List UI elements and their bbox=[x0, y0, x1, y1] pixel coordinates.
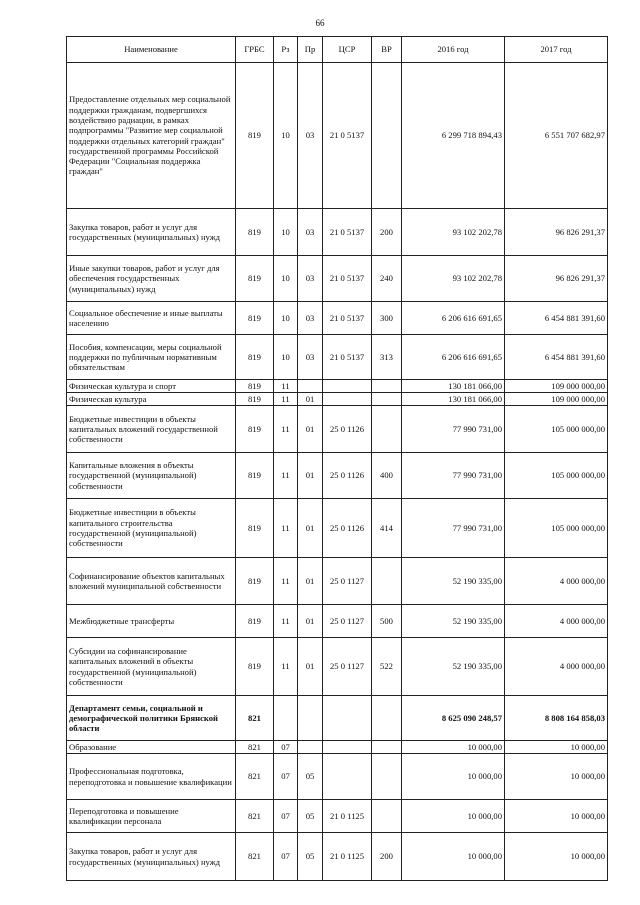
row-rz: 07 bbox=[274, 800, 298, 833]
row-grbs: 819 bbox=[236, 335, 274, 380]
row-rz: 10 bbox=[274, 302, 298, 335]
row-name: Субсидии на софинансирование капитальных вложений в объекты государственной (муниципальной) собственности bbox=[67, 638, 236, 696]
row-csr: 21 0 5137 bbox=[323, 256, 372, 302]
row-2016: 6 206 616 691,65 bbox=[402, 302, 505, 335]
row-2017: 6 551 707 682,97 bbox=[505, 63, 608, 209]
row-2017: 105 000 000,00 bbox=[505, 453, 608, 499]
row-rz: 11 bbox=[274, 380, 298, 393]
row-2016: 77 990 731,00 bbox=[402, 453, 505, 499]
row-name: Профессиональная подготовка, переподготовка и повышение квалификации bbox=[67, 754, 236, 800]
row-pr: 05 bbox=[298, 754, 323, 800]
row-csr bbox=[323, 741, 372, 754]
row-grbs: 821 bbox=[236, 833, 274, 881]
row-pr: 01 bbox=[298, 638, 323, 696]
row-name: Переподготовка и повышение квалификации персонала bbox=[67, 800, 236, 833]
row-csr bbox=[323, 696, 372, 741]
table-row bbox=[67, 63, 608, 209]
row-csr: 25 0 1126 bbox=[323, 453, 372, 499]
table-row bbox=[67, 453, 608, 499]
row-name: Физическая культура bbox=[67, 393, 236, 406]
row-2017: 109 000 000,00 bbox=[505, 393, 608, 406]
row-grbs: 819 bbox=[236, 558, 274, 605]
row-pr bbox=[298, 696, 323, 741]
row-name: Бюджетные инвестиции в объекты капитального строительства государственной (муниципальной) собственности bbox=[67, 499, 236, 558]
table-row bbox=[67, 256, 608, 302]
row-grbs: 821 bbox=[236, 741, 274, 754]
row-csr: 25 0 1127 bbox=[323, 638, 372, 696]
row-rz: 07 bbox=[274, 833, 298, 881]
row-rz: 07 bbox=[274, 754, 298, 800]
table-row bbox=[67, 499, 608, 558]
row-rz: 11 bbox=[274, 453, 298, 499]
row-rz: 11 bbox=[274, 499, 298, 558]
table-row bbox=[67, 754, 608, 800]
row-2017: 4 000 000,00 bbox=[505, 558, 608, 605]
row-2016: 10 000,00 bbox=[402, 800, 505, 833]
row-2017: 96 826 291,37 bbox=[505, 256, 608, 302]
table-row bbox=[67, 696, 608, 741]
row-rz: 10 bbox=[274, 209, 298, 256]
row-csr bbox=[323, 393, 372, 406]
row-vr: 200 bbox=[372, 209, 402, 256]
row-2017: 6 454 881 391,60 bbox=[505, 335, 608, 380]
row-grbs: 819 bbox=[236, 256, 274, 302]
row-2017: 6 454 881 391,60 bbox=[505, 302, 608, 335]
table-row bbox=[67, 638, 608, 696]
row-2016: 6 299 718 894,43 bbox=[402, 63, 505, 209]
row-name: Предоставление отдельных мер социальной поддержки гражданам, подвергшихся воздействию радиации, в рамках подпрограммы "Развитие мер социальной поддержки отдельных категорий граждан" государственной программы Российской Федерации "Социальная поддержка граждан" bbox=[67, 63, 236, 209]
header-name: Наименование bbox=[67, 37, 236, 63]
header-pr: Пр bbox=[298, 37, 323, 63]
row-pr bbox=[298, 741, 323, 754]
row-2017: 10 000,00 bbox=[505, 800, 608, 833]
row-vr bbox=[372, 406, 402, 453]
row-grbs: 821 bbox=[236, 754, 274, 800]
row-csr: 25 0 1127 bbox=[323, 605, 372, 638]
row-2017: 105 000 000,00 bbox=[505, 499, 608, 558]
row-2017: 96 826 291,37 bbox=[505, 209, 608, 256]
table-row bbox=[67, 605, 608, 638]
row-2016: 52 190 335,00 bbox=[402, 605, 505, 638]
row-csr: 21 0 1125 bbox=[323, 833, 372, 881]
header-2017: 2017 год bbox=[505, 37, 608, 63]
row-csr: 25 0 1126 bbox=[323, 406, 372, 453]
row-name: Закупка товаров, работ и услуг для государственных (муниципальных) нужд bbox=[67, 833, 236, 881]
row-csr: 21 0 1125 bbox=[323, 800, 372, 833]
row-vr bbox=[372, 393, 402, 406]
row-name: Капитальные вложения в объекты государственной (муниципальной) собственности bbox=[67, 453, 236, 499]
row-grbs: 821 bbox=[236, 696, 274, 741]
table-row bbox=[67, 335, 608, 380]
header-vr: ВР bbox=[372, 37, 402, 63]
row-pr: 05 bbox=[298, 800, 323, 833]
row-grbs: 819 bbox=[236, 453, 274, 499]
row-vr: 414 bbox=[372, 499, 402, 558]
row-2016: 10 000,00 bbox=[402, 833, 505, 881]
row-vr bbox=[372, 741, 402, 754]
row-grbs: 819 bbox=[236, 302, 274, 335]
row-name: Межбюджетные трансферты bbox=[67, 605, 236, 638]
row-grbs: 819 bbox=[236, 63, 274, 209]
row-vr bbox=[372, 380, 402, 393]
row-2016: 52 190 335,00 bbox=[402, 638, 505, 696]
page-number: 66 bbox=[315, 18, 325, 28]
row-grbs: 819 bbox=[236, 209, 274, 256]
row-vr: 313 bbox=[372, 335, 402, 380]
row-name: Пособия, компенсации, меры социальной поддержки по публичным нормативным обязательствам bbox=[67, 335, 236, 380]
row-pr: 05 bbox=[298, 833, 323, 881]
row-rz bbox=[274, 696, 298, 741]
row-pr: 01 bbox=[298, 406, 323, 453]
table-header-row bbox=[67, 37, 608, 63]
row-2017: 105 000 000,00 bbox=[505, 406, 608, 453]
row-csr bbox=[323, 380, 372, 393]
row-2017: 4 000 000,00 bbox=[505, 605, 608, 638]
row-2016: 77 990 731,00 bbox=[402, 499, 505, 558]
row-vr bbox=[372, 63, 402, 209]
row-vr bbox=[372, 558, 402, 605]
table-row bbox=[67, 406, 608, 453]
row-csr: 21 0 5137 bbox=[323, 209, 372, 256]
table-row bbox=[67, 380, 608, 393]
row-2016: 93 102 202,78 bbox=[402, 256, 505, 302]
table-row bbox=[67, 302, 608, 335]
row-2017: 10 000,00 bbox=[505, 741, 608, 754]
row-csr: 25 0 1126 bbox=[323, 499, 372, 558]
row-csr bbox=[323, 754, 372, 800]
row-grbs: 819 bbox=[236, 380, 274, 393]
row-vr: 400 bbox=[372, 453, 402, 499]
row-grbs: 821 bbox=[236, 800, 274, 833]
row-vr bbox=[372, 696, 402, 741]
row-2016: 8 625 090 248,57 bbox=[402, 696, 505, 741]
row-vr: 200 bbox=[372, 833, 402, 881]
row-name: Физическая культура и спорт bbox=[67, 380, 236, 393]
row-2016: 10 000,00 bbox=[402, 741, 505, 754]
row-rz: 11 bbox=[274, 605, 298, 638]
row-rz: 10 bbox=[274, 335, 298, 380]
row-2016: 77 990 731,00 bbox=[402, 406, 505, 453]
row-pr: 01 bbox=[298, 499, 323, 558]
row-2016: 130 181 066,00 bbox=[402, 380, 505, 393]
table-row bbox=[67, 209, 608, 256]
row-csr: 25 0 1127 bbox=[323, 558, 372, 605]
row-vr bbox=[372, 754, 402, 800]
row-pr: 03 bbox=[298, 63, 323, 209]
row-2017: 10 000,00 bbox=[505, 754, 608, 800]
row-grbs: 819 bbox=[236, 406, 274, 453]
row-rz: 11 bbox=[274, 558, 298, 605]
row-rz: 07 bbox=[274, 741, 298, 754]
header-grbs: ГРБС bbox=[236, 37, 274, 63]
row-pr: 03 bbox=[298, 256, 323, 302]
row-2017: 10 000,00 bbox=[505, 833, 608, 881]
row-pr: 03 bbox=[298, 335, 323, 380]
row-2017: 8 808 164 858,03 bbox=[505, 696, 608, 741]
row-grbs: 819 bbox=[236, 638, 274, 696]
table-row bbox=[67, 741, 608, 754]
row-rz: 10 bbox=[274, 256, 298, 302]
row-2016: 6 206 616 691,65 bbox=[402, 335, 505, 380]
row-name: Социальное обеспечение и иные выплаты населению bbox=[67, 302, 236, 335]
row-pr: 01 bbox=[298, 558, 323, 605]
row-vr: 300 bbox=[372, 302, 402, 335]
row-name: Бюджетные инвестиции в объекты капитальных вложений государственной собственности bbox=[67, 406, 236, 453]
header-csr: ЦСР bbox=[323, 37, 372, 63]
row-pr: 01 bbox=[298, 393, 323, 406]
row-rz: 11 bbox=[274, 638, 298, 696]
row-pr: 03 bbox=[298, 209, 323, 256]
row-2017: 109 000 000,00 bbox=[505, 380, 608, 393]
row-grbs: 819 bbox=[236, 605, 274, 638]
budget-table bbox=[66, 36, 608, 881]
row-name: Иные закупки товаров, работ и услуг для обеспечения государственных (муниципальных) нужд bbox=[67, 256, 236, 302]
row-vr bbox=[372, 800, 402, 833]
row-2016: 93 102 202,78 bbox=[402, 209, 505, 256]
row-pr bbox=[298, 380, 323, 393]
row-rz: 11 bbox=[274, 406, 298, 453]
table-row bbox=[67, 393, 608, 406]
row-pr: 01 bbox=[298, 453, 323, 499]
table-row bbox=[67, 833, 608, 881]
row-2016: 10 000,00 bbox=[402, 754, 505, 800]
row-vr: 500 bbox=[372, 605, 402, 638]
row-pr: 03 bbox=[298, 302, 323, 335]
row-pr: 01 bbox=[298, 605, 323, 638]
row-csr: 21 0 5137 bbox=[323, 335, 372, 380]
row-csr: 21 0 5137 bbox=[323, 63, 372, 209]
header-rz: Рз bbox=[274, 37, 298, 63]
row-vr: 240 bbox=[372, 256, 402, 302]
row-name: Софинансирование объектов капитальных вложений муниципальной собственности bbox=[67, 558, 236, 605]
row-vr: 522 bbox=[372, 638, 402, 696]
row-name: Образование bbox=[67, 741, 236, 754]
row-2016: 130 181 066,00 bbox=[402, 393, 505, 406]
row-csr: 21 0 5137 bbox=[323, 302, 372, 335]
header-2016: 2016 год bbox=[402, 37, 505, 63]
row-2017: 4 000 000,00 bbox=[505, 638, 608, 696]
table-row bbox=[67, 558, 608, 605]
row-grbs: 819 bbox=[236, 499, 274, 558]
row-rz: 10 bbox=[274, 63, 298, 209]
table-row bbox=[67, 800, 608, 833]
row-name: Департамент семьи, социальной и демографической политики Брянской области bbox=[67, 696, 236, 741]
row-name: Закупка товаров, работ и услуг для государственных (муниципальных) нужд bbox=[67, 209, 236, 256]
row-2016: 52 190 335,00 bbox=[402, 558, 505, 605]
row-rz: 11 bbox=[274, 393, 298, 406]
row-grbs: 819 bbox=[236, 393, 274, 406]
